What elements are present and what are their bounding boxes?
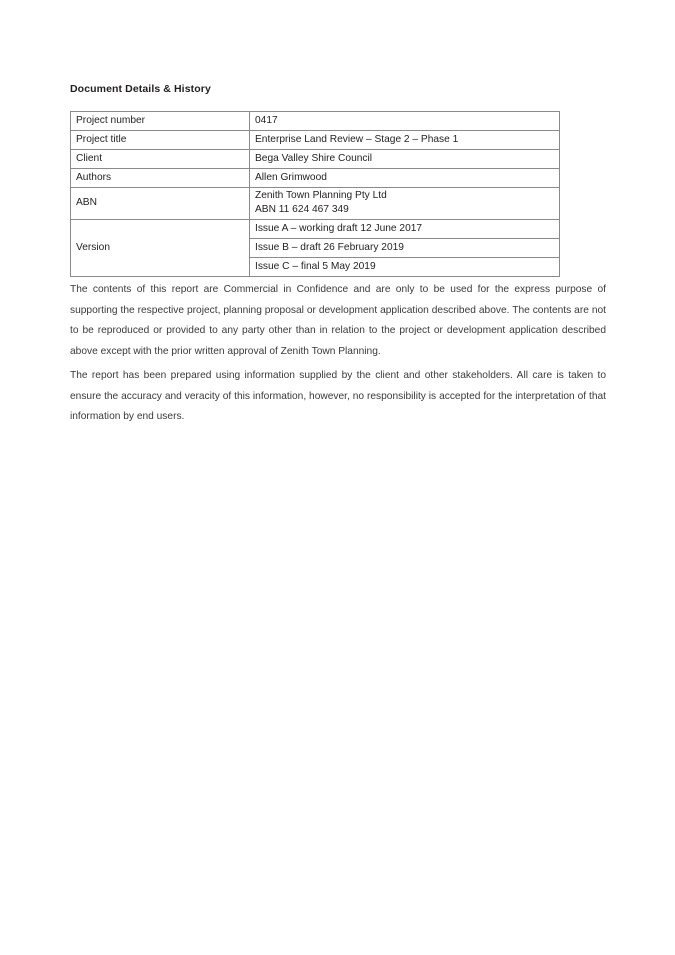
row-label-version: Version [71,220,250,277]
row-label-client: Client [71,150,250,169]
table-row-version-a [71,220,560,239]
version-issue-a: Issue A – working draft 12 June 2017 [250,220,560,239]
row-label-project-number: Project number [71,112,250,131]
disclaimer-text: The report has been prepared using information supplied by the client and other stakeholders. All care is taken to ensure the accuracy and veracity of this information, however, no responsibility is accepted for the interpretation of that information by end users. [70,370,606,422]
table-row-abn [71,188,560,220]
page-title: Document Details & History [70,83,211,95]
disclaimer-paragraph [70,366,606,428]
document-details-table [70,111,560,277]
abn-company-name: Zenith Town Planning Pty Ltd [255,190,387,201]
row-label-authors: Authors [71,169,250,188]
version-issue-c: Issue C – final 5 May 2019 [250,258,560,277]
row-value-client: Bega Valley Shire Council [250,150,560,169]
table-row [71,169,560,188]
row-value-project-title: Enterprise Land Review – Stage 2 – Phase 1 [250,131,560,150]
table-row [71,112,560,131]
version-issue-b: Issue B – draft 26 February 2019 [250,239,560,258]
confidentiality-text: The contents of this report are Commercial in Confidence and are only to be used for the express purpose of supporting the respective project, planning proposal or development application described above. The contents are not to be reproduced or provided to any party other than in relation to the project or development application described above except with the prior written approval of Zenith Town Planning. [70,284,606,357]
confidentiality-paragraph [70,280,606,362]
table-row [71,150,560,169]
row-value-abn [250,188,560,220]
row-value-project-number: 0417 [250,112,560,131]
row-value-authors: Allen Grimwood [250,169,560,188]
table-row [71,131,560,150]
row-label-project-title: Project title [71,131,250,150]
row-label-abn: ABN [71,188,250,220]
abn-number: ABN 11 624 467 349 [255,204,349,215]
